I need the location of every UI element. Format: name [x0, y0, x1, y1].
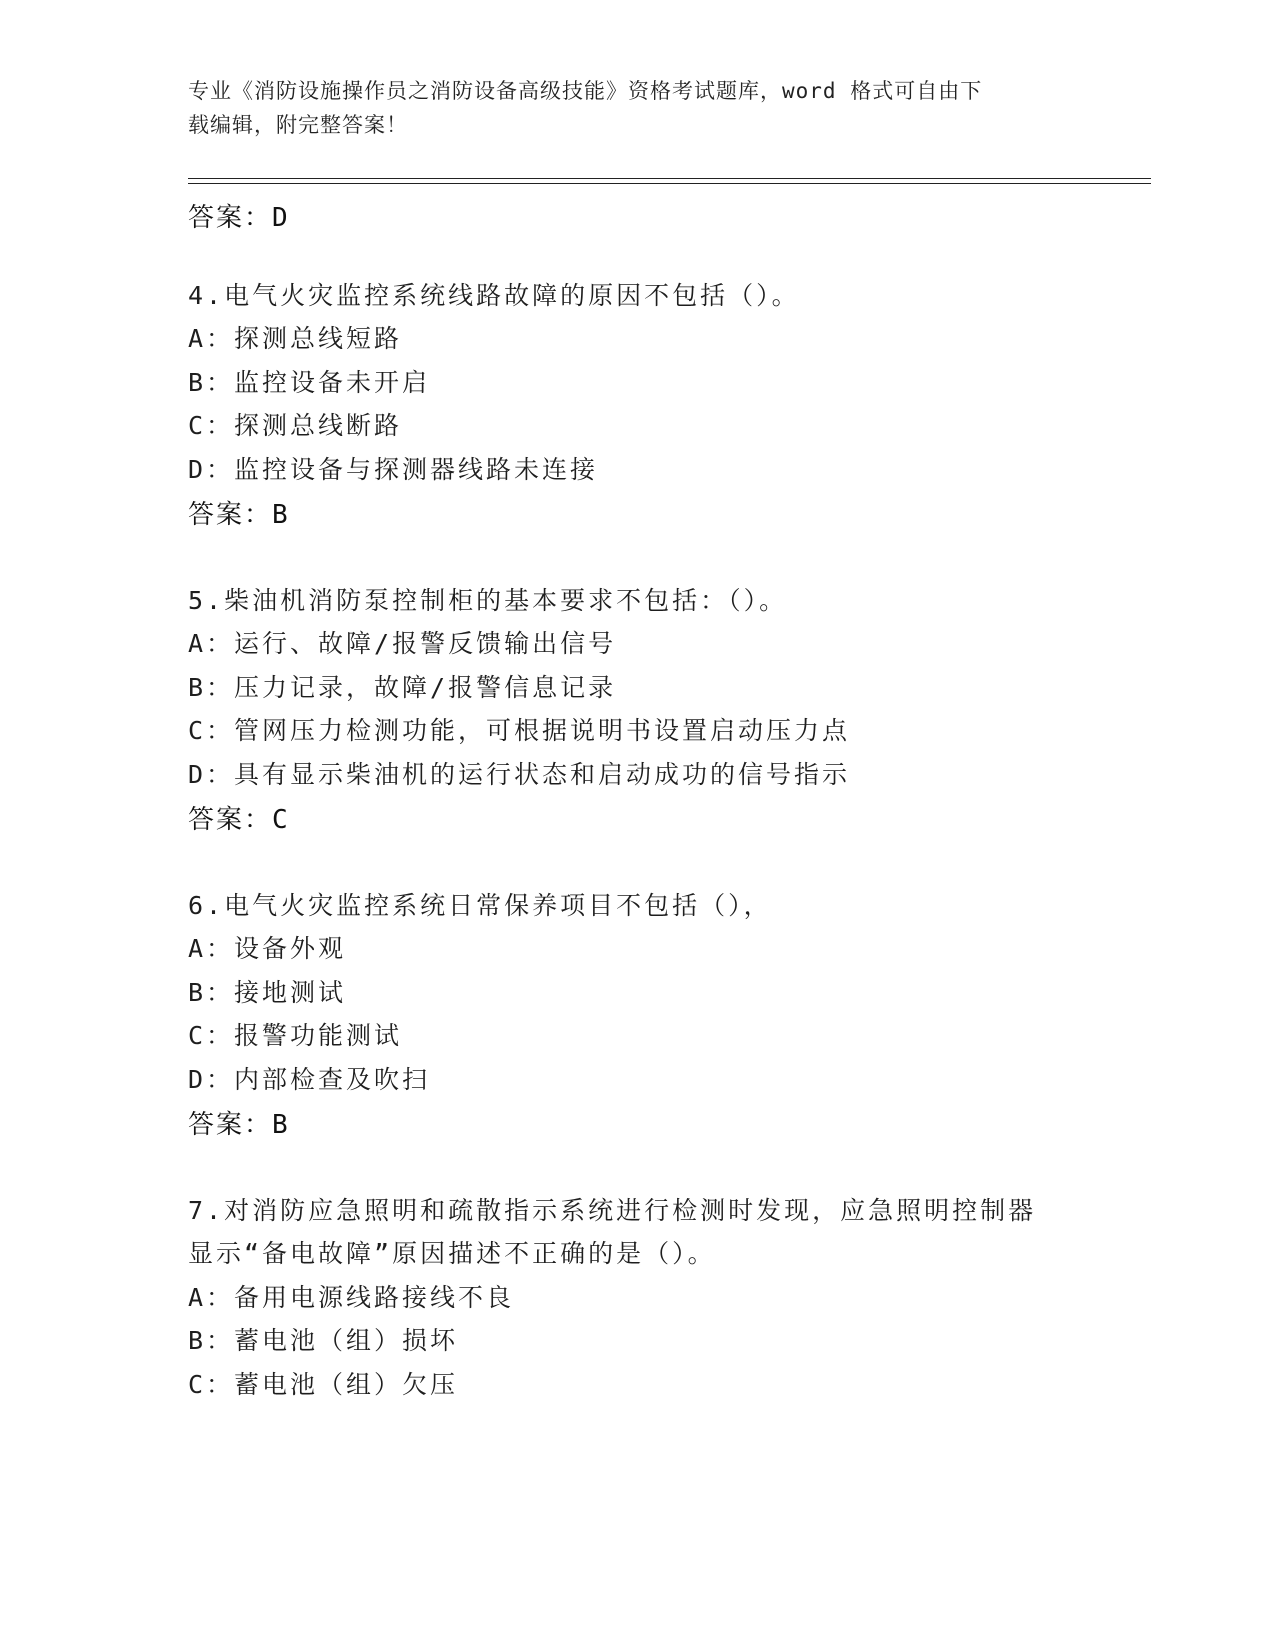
question-6-answer: 答案：B [188, 1110, 290, 1140]
question-5-option-d: D：具有显示柴油机的运行状态和启动成功的信号指示 [188, 760, 851, 789]
question-6-option-a: A：设备外观 [188, 934, 347, 963]
question-7-option-c: C：蓄电池（组）欠压 [188, 1370, 459, 1399]
header-line-1: 专业《消防设施操作员之消防设备高级技能》资格考试题库，word 格式可自由下 [188, 79, 983, 103]
question-5-stem: 5.柴油机消防泵控制柜的基本要求不包括：（）。 [188, 586, 788, 615]
question-5-option-b: B：压力记录，故障/报警信息记录 [188, 673, 617, 702]
question-7-stem-line-2: 显示“备电故障”原因描述不正确的是（）。 [188, 1239, 716, 1268]
question-4-option-a: A：探测总线短路 [188, 324, 403, 353]
question-5-answer: 答案：C [188, 805, 290, 835]
question-4-option-b: B：监控设备未开启 [188, 368, 431, 397]
document-header [188, 74, 1088, 142]
question-6-option-b: B：接地测试 [188, 978, 347, 1007]
header-rule-top [188, 178, 1151, 179]
question-7-option-b: B：蓄电池（组）损坏 [188, 1326, 459, 1355]
question-4-stem: 4.电气火灾监控系统线路故障的原因不包括（）。 [188, 281, 800, 310]
question-7-stem-line-1: 7.对消防应急照明和疏散指示系统进行检测时发现，应急照明控制器 [188, 1196, 1037, 1225]
question-4-answer: 答案：B [188, 500, 290, 530]
header-rule-bottom [188, 183, 1151, 184]
question-7-option-a: A：备用电源线路接线不良 [188, 1283, 515, 1312]
question-4-option-d: D：监控设备与探测器线路未连接 [188, 455, 599, 484]
question-6-option-c: C：报警功能测试 [188, 1021, 403, 1050]
question-5-option-c: C：管网压力检测功能，可根据说明书设置启动压力点 [188, 716, 851, 745]
question-4-option-c: C：探测总线断路 [188, 411, 403, 440]
question-6-option-d: D：内部检查及吹扫 [188, 1065, 431, 1094]
answer-previous: 答案：D [188, 203, 290, 233]
question-5-option-a: A：运行、故障/报警反馈输出信号 [188, 629, 617, 658]
question-6-stem: 6.电气火灾监控系统日常保养项目不包括（）， [188, 891, 772, 920]
header-line-2: 载编辑，附完整答案！ [188, 113, 408, 137]
